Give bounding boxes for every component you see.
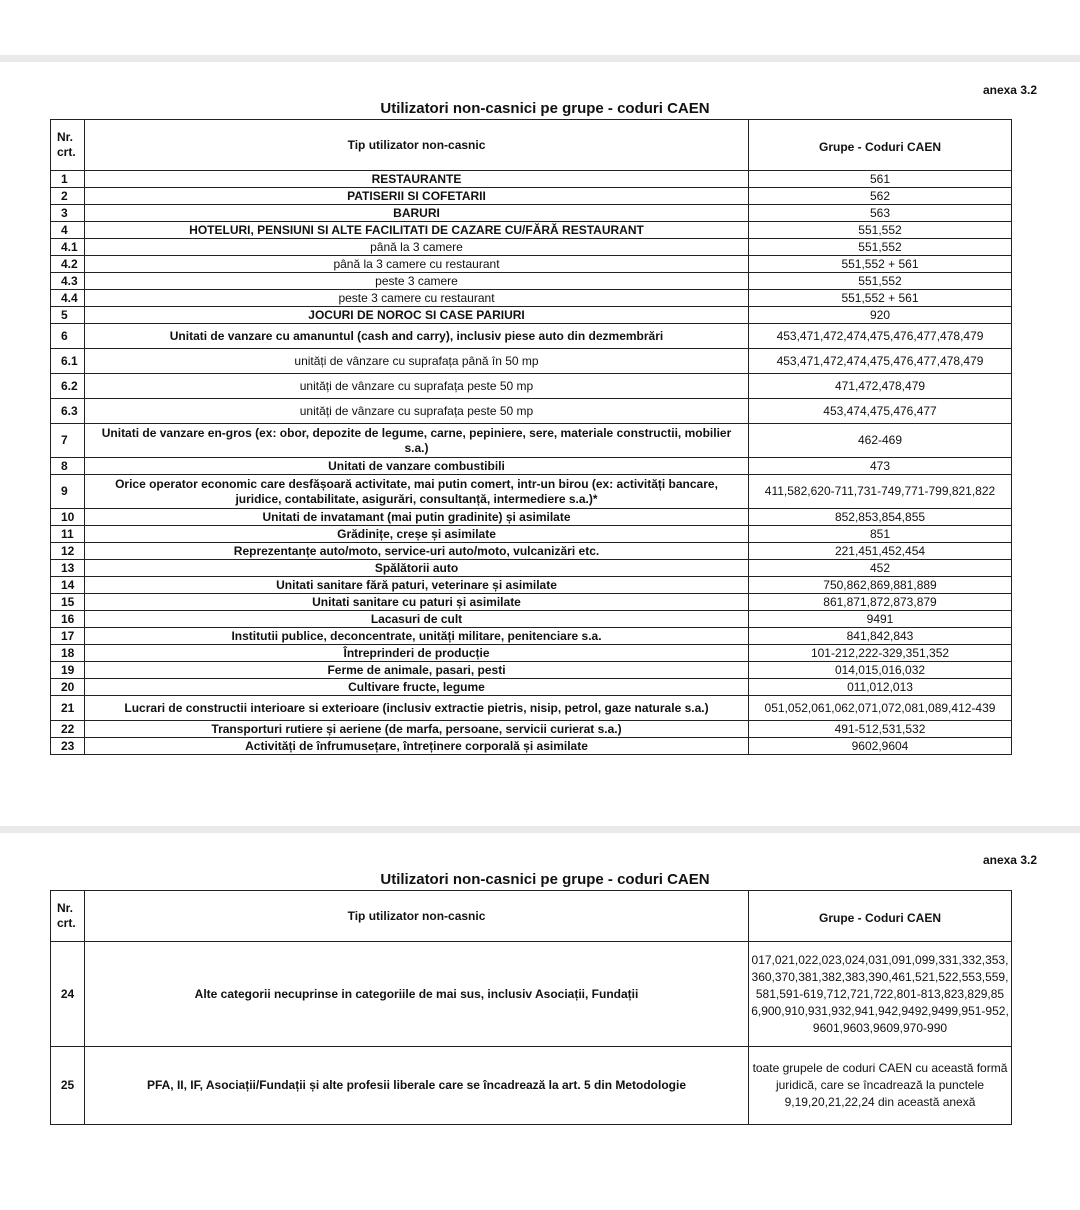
row-tip-utilizator: RESTAURANTE (85, 171, 749, 188)
row-coduri-caen: 851 (749, 526, 1012, 543)
table-row (51, 560, 1012, 577)
row-tip-utilizator: Activități de înfrumusețare, întreținere corporală și asimilate (85, 738, 749, 755)
row-coduri-caen: 462-469 (749, 424, 1012, 458)
row-tip-utilizator: Institutii publice, deconcentrate, unități militare, penitenciare s.a. (85, 628, 749, 645)
row-number: 4 (51, 222, 85, 239)
table-row (51, 662, 1012, 679)
row-coduri-caen: 551,552 (749, 273, 1012, 290)
row-tip-utilizator: unități de vânzare cu suprafața până în 50 mp (85, 349, 749, 374)
table-row (51, 696, 1012, 721)
annex-label: anexa 3.2 (982, 853, 1037, 867)
row-tip-utilizator: BARURI (85, 205, 749, 222)
row-tip-utilizator: Unitati de vanzare cu amanuntul (cash and carry), inclusiv piese auto din dezmembrări (85, 324, 749, 349)
row-tip-utilizator: peste 3 camere cu restaurant (85, 290, 749, 307)
row-coduri-caen: 452 (749, 560, 1012, 577)
row-coduri-caen: 014,015,016,032 (749, 662, 1012, 679)
row-tip-utilizator: Unitati de vanzare combustibili (85, 458, 749, 475)
row-number: 7 (51, 424, 85, 458)
row-tip-utilizator: Grădinițe, creșe și asimilate (85, 526, 749, 543)
row-number: 1 (51, 171, 85, 188)
row-coduri-caen: 471,472,478,479 (749, 374, 1012, 399)
row-number: 6.2 (51, 374, 85, 399)
row-coduri-caen: 562 (749, 188, 1012, 205)
table-row (51, 721, 1012, 738)
row-number: 10 (51, 509, 85, 526)
row-tip-utilizator: Reprezentanțe auto/moto, service-uri auto/moto, vulcanizări etc. (85, 543, 749, 560)
header-tip: Tip utilizator non-casnic (85, 120, 749, 171)
page-title: Utilizatori non-casnici pe grupe - coduri CAEN (380, 871, 710, 888)
row-tip-utilizator: peste 3 camere (85, 273, 749, 290)
table-row (51, 942, 1012, 1047)
table-row (51, 307, 1012, 324)
table-row (51, 594, 1012, 611)
row-number: 8 (51, 458, 85, 475)
page-title: Utilizatori non-casnici pe grupe - coduri CAEN (380, 100, 710, 117)
page-separator (0, 55, 1080, 62)
table-row (51, 526, 1012, 543)
row-coduri-caen: 017,021,022,023,024,031,091,099,331,332,353,360,370,381,382,383,390,461,521,522,553,559,581,591-619,712,721,722,801-813,823,829,856,900,910,931,932,941,942,9492,9499,951-952, 9601,9603,9609,970-990 (749, 942, 1012, 1047)
table-row (51, 188, 1012, 205)
row-tip-utilizator: până la 3 camere cu restaurant (85, 256, 749, 273)
row-coduri-caen: 551,552 (749, 222, 1012, 239)
row-tip-utilizator: Ferme de animale, pasari, pesti (85, 662, 749, 679)
row-number: 4.2 (51, 256, 85, 273)
row-number: 21 (51, 696, 85, 721)
annex-label: anexa 3.2 (982, 83, 1037, 97)
row-number: 14 (51, 577, 85, 594)
row-number: 20 (51, 679, 85, 696)
table-row (51, 239, 1012, 256)
row-number: 25 (51, 1047, 85, 1125)
row-number: 6.3 (51, 399, 85, 424)
table-row (51, 273, 1012, 290)
table-row (51, 324, 1012, 349)
row-tip-utilizator: Întreprinderi de producție (85, 645, 749, 662)
row-tip-utilizator: Unitati sanitare cu paturi și asimilate (85, 594, 749, 611)
row-coduri-caen: 453,474,475,476,477 (749, 399, 1012, 424)
row-coduri-caen: 473 (749, 458, 1012, 475)
row-coduri-caen: 011,012,013 (749, 679, 1012, 696)
row-coduri-caen: 491-512,531,532 (749, 721, 1012, 738)
row-number: 18 (51, 645, 85, 662)
table-row (51, 645, 1012, 662)
row-number: 6.1 (51, 349, 85, 374)
table-row (51, 611, 1012, 628)
table-header-row (51, 891, 1012, 942)
row-number: 5 (51, 307, 85, 324)
row-coduri-caen: 551,552 + 561 (749, 256, 1012, 273)
row-tip-utilizator: Lucrari de constructii interioare si exterioare (inclusiv extractie pietris, nisip, petrol, gaze naturale s.a.) (85, 696, 749, 721)
table-row (51, 543, 1012, 560)
row-tip-utilizator: unități de vânzare cu suprafața peste 50 mp (85, 399, 749, 424)
table-row (51, 1047, 1012, 1125)
row-number: 9 (51, 475, 85, 509)
row-number: 16 (51, 611, 85, 628)
row-coduri-caen: 861,871,872,873,879 (749, 594, 1012, 611)
header-coduri: Grupe - Coduri CAEN (749, 120, 1012, 171)
table-row (51, 679, 1012, 696)
row-coduri-caen: 453,471,472,474,475,476,477,478,479 (749, 349, 1012, 374)
row-tip-utilizator: JOCURI DE NOROC SI CASE PARIURI (85, 307, 749, 324)
row-coduri-caen: 563 (749, 205, 1012, 222)
row-number: 13 (51, 560, 85, 577)
row-coduri-caen: 051,052,061,062,071,072,081,089,412-439 (749, 696, 1012, 721)
row-tip-utilizator: Unitati de invatamant (mai putin gradinite) și asimilate (85, 509, 749, 526)
row-tip-utilizator: până la 3 camere (85, 239, 749, 256)
table-row (51, 424, 1012, 458)
row-coduri-caen: 9491 (749, 611, 1012, 628)
row-tip-utilizator: Unitati de vanzare en-gros (ex: obor, depozite de legume, carne, pepiniere, sere, materiale constructii, mobilier s.a.) (85, 424, 749, 458)
row-number: 6 (51, 324, 85, 349)
row-number: 4.1 (51, 239, 85, 256)
table-row (51, 349, 1012, 374)
row-number: 2 (51, 188, 85, 205)
header-nr: Nr. crt. (51, 891, 85, 942)
row-tip-utilizator: Orice operator economic care desfășoară activitate, mai putin comert, intr-un birou (ex: activități bancare, juridice, contabilitate, asigurări, consultanță, intermediere s.a.)* (85, 475, 749, 509)
table-row (51, 290, 1012, 307)
header-nr: Nr. crt. (51, 120, 85, 171)
row-number: 3 (51, 205, 85, 222)
table-header-row (51, 120, 1012, 171)
row-coduri-caen: 750,862,869,881,889 (749, 577, 1012, 594)
row-number: 17 (51, 628, 85, 645)
table-row (51, 509, 1012, 526)
caen-table (50, 890, 1012, 1125)
row-tip-utilizator: PATISERII SI COFETARII (85, 188, 749, 205)
row-number: 23 (51, 738, 85, 755)
row-number: 19 (51, 662, 85, 679)
row-number: 4.3 (51, 273, 85, 290)
row-coduri-caen: 551,552 (749, 239, 1012, 256)
header-tip: Tip utilizator non-casnic (85, 891, 749, 942)
row-coduri-caen: 411,582,620-711,731-749,771-799,821,822 (749, 475, 1012, 509)
row-number: 11 (51, 526, 85, 543)
table-row (51, 628, 1012, 645)
table-row (51, 205, 1012, 222)
row-coduri-caen: 551,552 + 561 (749, 290, 1012, 307)
row-tip-utilizator: Lacasuri de cult (85, 611, 749, 628)
table-row (51, 171, 1012, 188)
table-row (51, 222, 1012, 239)
row-tip-utilizator: Transporturi rutiere și aeriene (de marfa, persoane, servicii curierat s.a.) (85, 721, 749, 738)
row-coduri-caen: 841,842,843 (749, 628, 1012, 645)
table-row (51, 399, 1012, 424)
row-number: 24 (51, 942, 85, 1047)
table-row (51, 458, 1012, 475)
row-coduri-caen: 221,451,452,454 (749, 543, 1012, 560)
row-number: 4.4 (51, 290, 85, 307)
row-tip-utilizator: Unitati sanitare fără paturi, veterinare și asimilate (85, 577, 749, 594)
row-number: 22 (51, 721, 85, 738)
row-tip-utilizator: Alte categorii necuprinse in categoriile de mai sus, inclusiv Asociații, Fundații (85, 942, 749, 1047)
caen-table (50, 119, 1012, 755)
row-tip-utilizator: unități de vânzare cu suprafața peste 50 mp (85, 374, 749, 399)
table-row (51, 374, 1012, 399)
row-coduri-caen: 561 (749, 171, 1012, 188)
row-coduri-caen: toate grupele de coduri CAEN cu această formă juridică, care se încadrează la punctele 9,19,20,21,22,24 din această anexă (749, 1047, 1012, 1125)
row-tip-utilizator: HOTELURI, PENSIUNI SI ALTE FACILITATI DE CAZARE CU/FĂRĂ RESTAURANT (85, 222, 749, 239)
row-tip-utilizator: PFA, II, IF, Asociații/Fundații și alte profesii liberale care se încadrează la art. 5 din Metodologie (85, 1047, 749, 1125)
row-coduri-caen: 9602,9604 (749, 738, 1012, 755)
row-number: 15 (51, 594, 85, 611)
header-coduri: Grupe - Coduri CAEN (749, 891, 1012, 942)
table-row (51, 475, 1012, 509)
table-row (51, 738, 1012, 755)
row-coduri-caen: 101-212,222-329,351,352 (749, 645, 1012, 662)
page-separator (0, 826, 1080, 833)
row-coduri-caen: 920 (749, 307, 1012, 324)
row-tip-utilizator: Spălătorii auto (85, 560, 749, 577)
row-coduri-caen: 852,853,854,855 (749, 509, 1012, 526)
table-row (51, 577, 1012, 594)
row-number: 12 (51, 543, 85, 560)
table-row (51, 256, 1012, 273)
row-tip-utilizator: Cultivare fructe, legume (85, 679, 749, 696)
row-coduri-caen: 453,471,472,474,475,476,477,478,479 (749, 324, 1012, 349)
